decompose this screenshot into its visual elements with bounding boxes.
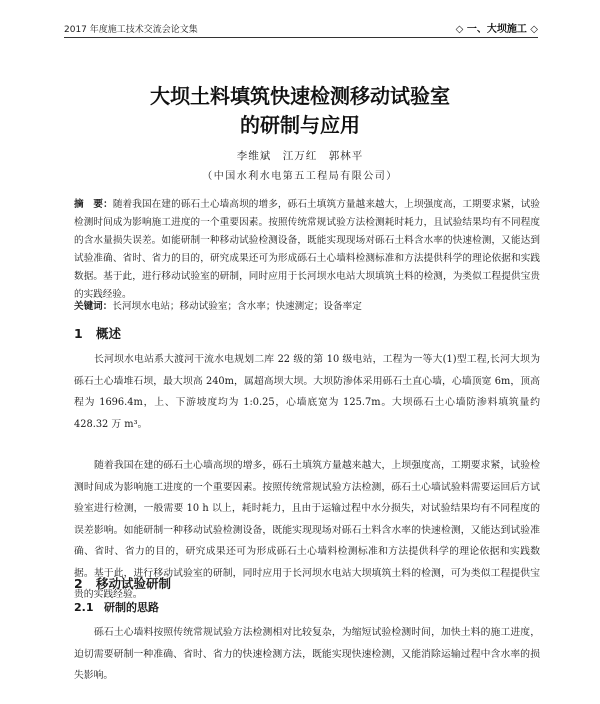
section-1-title: 概述 [96,326,122,341]
paper-title-line-2: 的研制与应用 [240,113,360,137]
abstract-text: 随着我国在建的砾石土心墙高坝的增多，砾石土填筑方量越来越大，上坝强度高，工期要求紧，试验检测时间成为影响施工进度的一个重要因素。按照传统常规试验方法检测耗时耗力，且试验结果均有不同程度的含水量损失误差。如能研制一种移动试验检测设备，既能实现现场对砾石土料含水率的快速检测，又能达到试验准确、省时、省力的目的，研究成果还可为形成砾石土心墙料检测标准和方法提供科学的理论依据和实践数据。基于此，进行移动试验室的研制，同时应用于长河坝水电站大坝填筑土料的检测，为类似工程提供宝贵的实践经验。 [74,199,540,300]
subsection-2-1-heading [74,599,159,615]
section-1-paragraph-1: 长河坝水电站系大渡河干流水电规划二库 22 级的第 10 级电站，工程为一等大(1)型工程,长河大坝为砾石土心墙堆石坝，最大坝高 240m，属超高坝大坝。大坝防渗体采用砾石土直心墙，心墙顶宽 6m，顶高程为 1696.4m，上、下游坡度均为 1:0.25，心墙底宽为 125.7m。大坝砾石土心墙防渗料填筑量约 428.32 万 m³。 [74,354,540,430]
paper-title-line-1: 大坝土料填筑快速检测移动试验室 [150,84,450,108]
running-header-left: 2017 年度施工技术交流会论文集 [64,25,198,35]
abstract [74,196,540,304]
affiliation: （中国水利水电第五工程局有限公司） [202,171,398,182]
section-2-title: 移动试验研制 [96,576,172,591]
keywords-text: 长河坝水电站；移动试验室；含水率；快速测定；设备率定 [112,301,362,312]
keywords [74,298,540,316]
abstract-label: 摘 要： [74,199,113,210]
section-2-1-paragraph: 砾石土心墙料按照传统常规试验方法检测相对比较复杂，为缩短试验检测时间，加快土料的施工进度，迫切需要研制一种准确、省时、省力的快速检测方法，既能实现快速检测，又能消除运输过程中含水率的损失影响。 [74,627,540,681]
header-divider [64,37,538,38]
running-header-right: ◇ 一、大坝施工 ◇ [455,24,538,35]
section-2-heading [74,574,171,592]
section-1-heading [74,324,121,342]
section-1-number: 1 [74,326,83,341]
subsection-2-1-title: 研制的思路 [104,601,159,614]
keywords-label: 关键词： [74,301,113,312]
section-1-paragraph-2: 随着我国在建的砾石土心墙高坝的增多，砾石土填筑方量越来越大，上坝强度高，工期要求紧，试验检测时间成为影响施工进度的一个重要因素。按照传统常规试验方法检测，砾石土心墙试验料需要运回后方试验室进行检测，一般需要 10 h 以上，耗时耗力，且由于运输过程中水分损失，对试验结果均有不同程度的误差影响。如能研制一种移动试验检测设备，既能实现现场对砾石土料含水率的快速检测，又能达到试验准确、省时、省力的目的，研究成果还可为形成砾石土心墙料检测标准和方法提供科学的理论依据和实践数据。基于此，进行移动试验室的研制，同时应用于长河坝水电站大坝填筑土料的检测，可为类似工程提供宝贵的实践经验。 [74,460,540,600]
authors: 李维斌 江万红 郭林平 [236,150,364,162]
subsection-2-1-number: 2.1 [74,601,94,614]
section-2-number: 2 [74,576,83,591]
